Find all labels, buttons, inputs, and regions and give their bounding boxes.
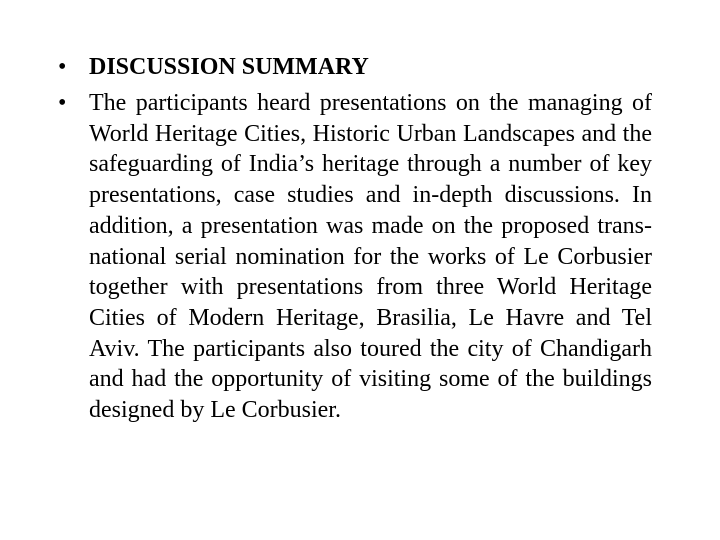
- bullet-marker: •: [58, 54, 67, 80]
- bullet-item-heading: [58, 52, 652, 83]
- bullet-list: [58, 52, 652, 431]
- summary-paragraph: The participants heard presentations on the managing of World Heritage Cities, Historic Urban Landscapes and the safeguarding of India’s heritage through a number of key presentations, case studies and in-depth discussions. In addition, a presentation was made on the proposed trans-national serial nomination for the works of Le Corbusier together with presentations from three World Heritage Cities of Modern Heritage, Brasilia, Le Havre and Tel Aviv. The participants also toured the city of Chandigarh and had the opportunity of visiting some of the buildings designed by Le Corbusier.: [89, 90, 652, 424]
- bullet-marker: •: [58, 90, 67, 116]
- summary-heading: DISCUSSION SUMMARY: [89, 54, 369, 80]
- bullet-item-paragraph: [58, 88, 652, 426]
